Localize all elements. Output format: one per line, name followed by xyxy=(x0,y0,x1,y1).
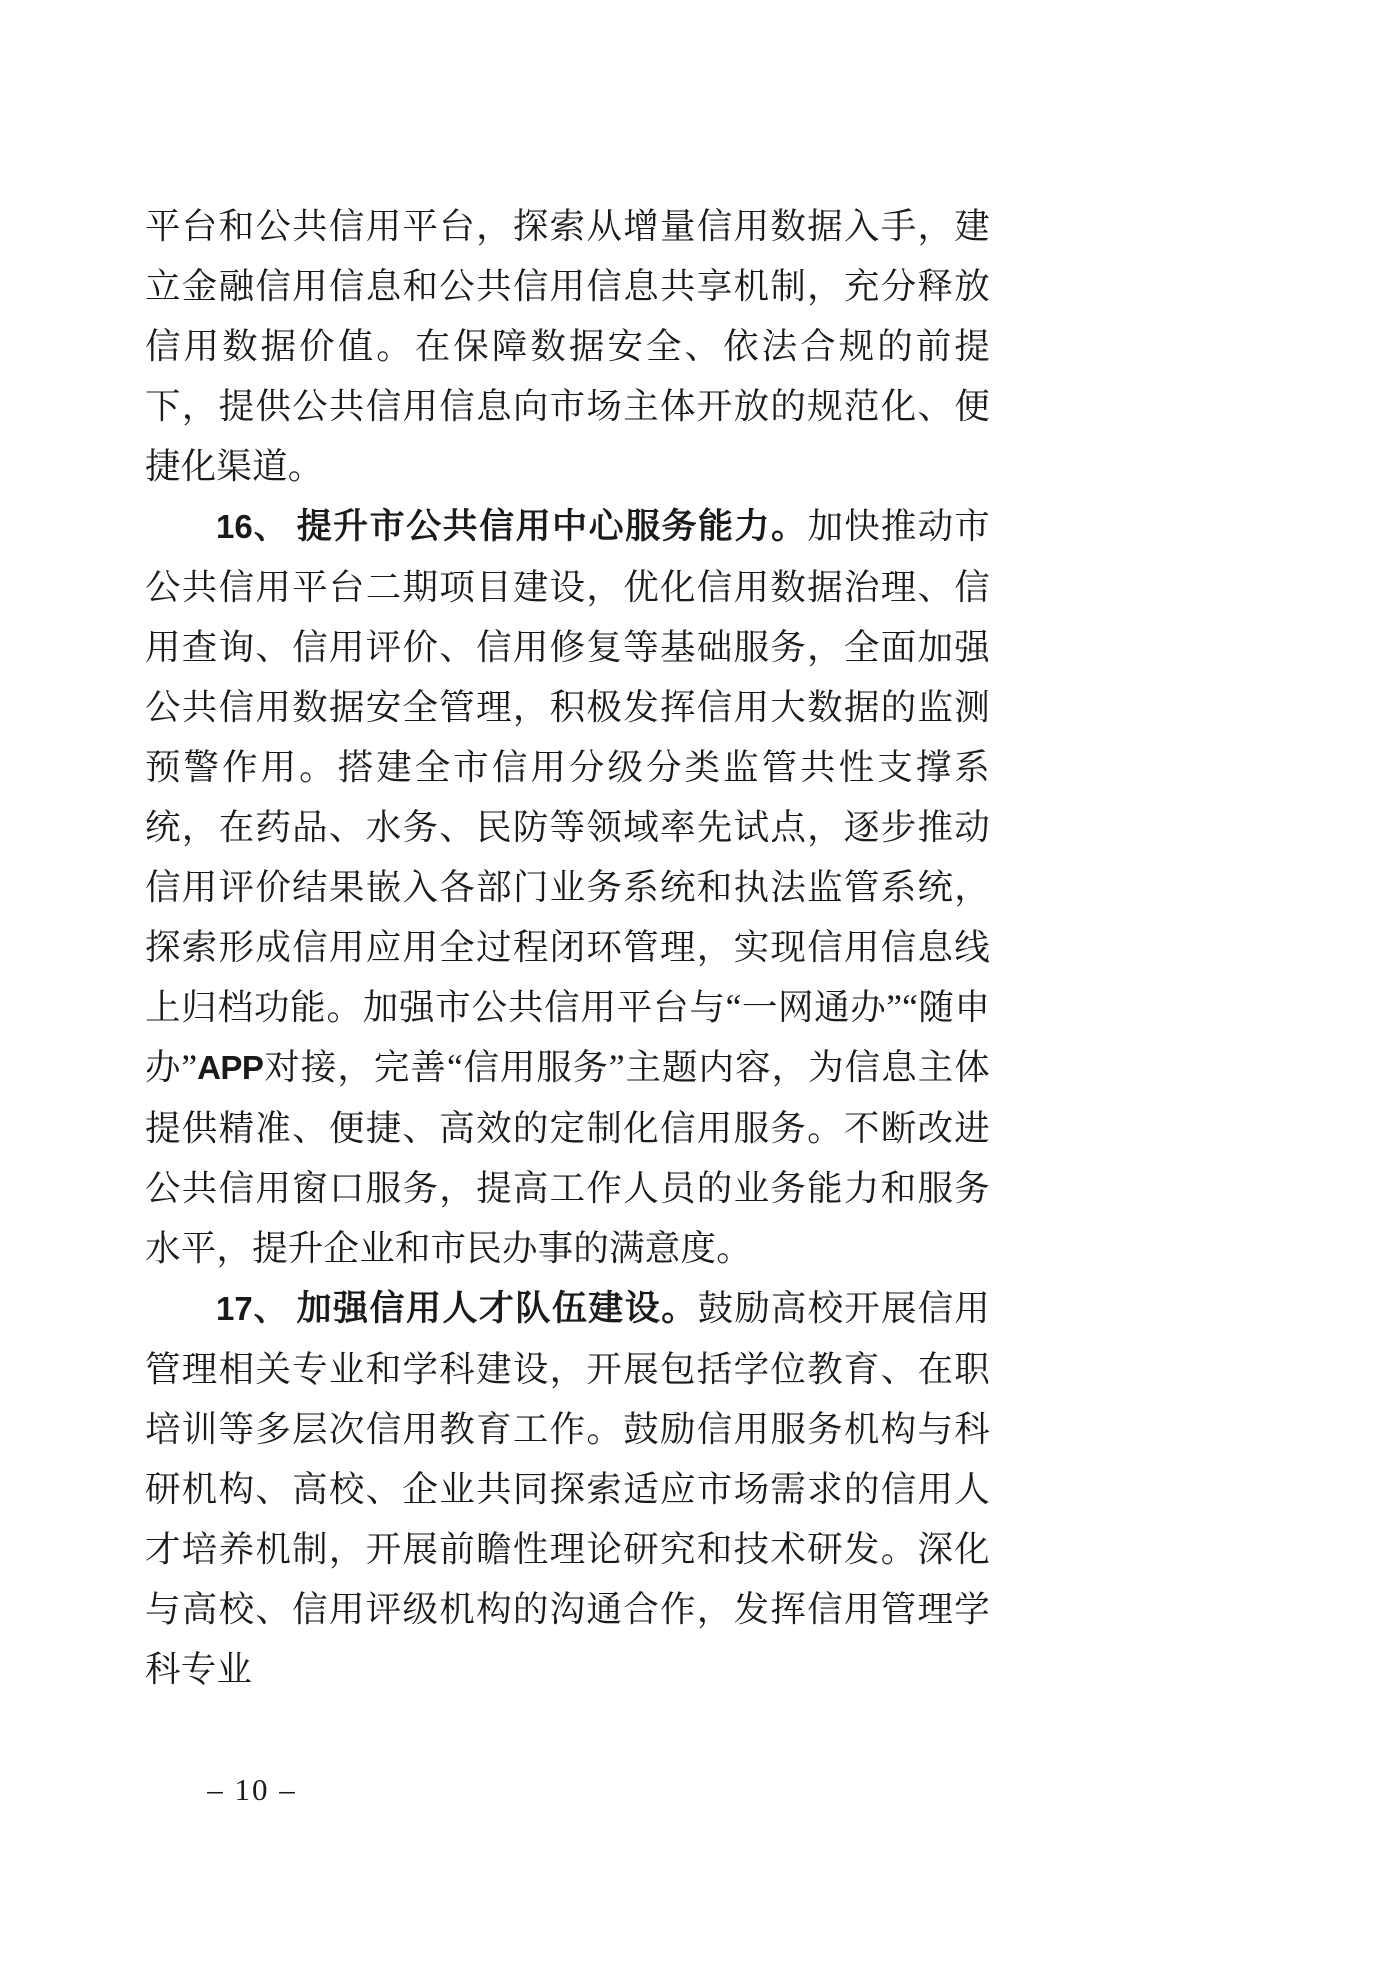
item-16-number: 16、 xyxy=(216,508,288,545)
item-16-body-part-3: 主题内容，为信息主体提供精准、便捷、高效的定制化信用服务。不断改进公共信用窗口服务，提高工作人员的业务能力和服务水平，提升企业和市民办事的满意度。 xyxy=(145,1047,990,1268)
item-16-body-part-2: 对接，完善 xyxy=(263,1047,447,1087)
item-17-heading: 加强信用人才队伍建设。 xyxy=(296,1289,698,1328)
paragraph-item-17 xyxy=(145,1278,990,1699)
item-16-quote-yiwangtongban: “一网通办” xyxy=(725,987,903,1027)
item-16-quote-suishenban: “随申办” xyxy=(145,987,990,1087)
paragraph-continued xyxy=(145,196,990,496)
item-16-app-label: APP xyxy=(197,1049,264,1086)
item-17-number: 17、 xyxy=(216,1290,288,1327)
paragraph-continued-text: 平台和公共信用平台，探索从增量信用数据入手，建立金融信用信息和公共信用信息共享机制，充分释放信用数据价值。在保障数据安全、依法合规的前提下，提供公共信用信息向市场主体开放的规范化、便捷化渠道。 xyxy=(145,206,990,486)
paragraph-item-16 xyxy=(145,496,990,1278)
page-footer xyxy=(0,1772,1389,1808)
item-16-quote-xinyongfuwu: “信用服务” xyxy=(446,1047,625,1087)
item-16-heading: 提升市公共信用中心服务能力。 xyxy=(296,507,808,546)
page-number: – 10 – xyxy=(207,1772,297,1807)
document-text-column xyxy=(145,196,990,1699)
item-17-body-part-1: 鼓励高校开展信用管理相关专业和学科建设，开展包括学位教育、在职培训等多层次信用教育工作。鼓励信用服务机构与科研机构、高校、企业共同探索适应市场需求的信用人才培养机制，开展前瞻性理论研究和技术研发。深化与高校、信用评级机构的沟通合作，发挥信用管理学科专业 xyxy=(145,1288,990,1689)
item-16-body-part-1: 加快推动市公共信用平台二期项目建设，优化信用数据治理、信用查询、信用评价、信用修复等基础服务，全面加强公共信用数据安全管理，积极发挥信用大数据的监测预警作用。搭建全市信用分级分类监管共性支撑系统，在药品、水务、民防等领域率先试点，逐步推动信用评价结果嵌入各部门业务系统和执法监管系统，探索形成信用应用全过程闭环管理，实现信用信息线上归档功能。加强市公共信用平台与 xyxy=(145,506,990,1027)
